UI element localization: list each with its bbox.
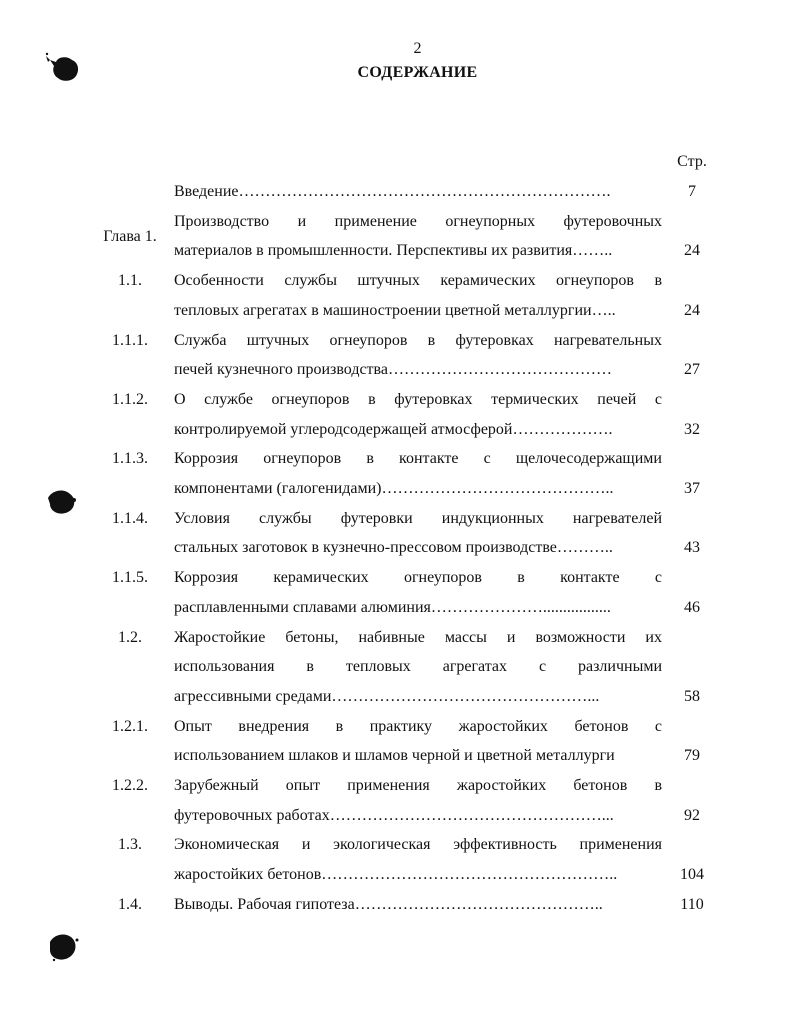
toc-entry-text-line: Зарубежный опыт применения жаростойких бетонов в xyxy=(174,777,662,794)
toc-entry-text-line: Выводы. Рабочая гипотеза……………………………………….. xyxy=(174,895,603,913)
toc-entry xyxy=(0,450,795,509)
toc-entry-page: 46 xyxy=(684,598,700,616)
toc-entry-text-line: использованием шлаков и шламов черной и цветной металлурги xyxy=(174,747,615,765)
toc-entry-page: 24 xyxy=(684,301,700,319)
toc-entry-text-line: Особенности службы штучных керамических огнеупоров в xyxy=(174,272,662,290)
toc-entry xyxy=(0,391,795,450)
punch-hole-blot-icon xyxy=(44,486,80,516)
toc-entry-text-line: Коррозия огнеупоров в контакте с щелочесодержащими xyxy=(174,450,662,468)
toc-entry-text-line: стальных заготовок в кузнечно-прессовом производстве……….. xyxy=(174,539,613,557)
toc-entry-number: 1.2.2. xyxy=(112,777,148,794)
toc-entry-text-line: компонентами (галогенидами)…………………………………….. xyxy=(174,479,614,497)
toc-entry-page: 58 xyxy=(684,687,700,705)
toc-entry-page: 92 xyxy=(684,806,700,824)
toc-entry-number: 1.1.2. xyxy=(112,391,148,408)
toc-entry-page: 37 xyxy=(684,479,700,497)
toc-entry-text-line: футеровочных работах……………………………………………... xyxy=(174,806,614,824)
toc-entry-text-line: тепловых агрегатах в машиностроении цветной металлургии….. xyxy=(174,301,616,319)
toc-entry-page: 7 xyxy=(688,183,696,200)
page-title: СОДЕРЖАНИЕ xyxy=(357,64,478,81)
toc-entry-number: 1.1.5. xyxy=(112,569,148,587)
toc-entry-page: 104 xyxy=(680,865,704,883)
toc-entry-text-line: О службе огнеупоров в футеровках термических печей с xyxy=(174,391,662,408)
toc-entry xyxy=(0,569,795,628)
punch-hole-blot-icon xyxy=(44,50,84,86)
toc-entry-text-line: Производство и применение огнеупорных футеровочных xyxy=(174,212,662,230)
toc-entry xyxy=(0,213,795,272)
toc-entry xyxy=(0,777,795,836)
toc-entry-number: 1.4. xyxy=(118,895,142,913)
toc-entry-text-line: агрессивными средами…………………………………………... xyxy=(174,687,600,705)
toc-entry-number: 1.1. xyxy=(118,272,142,290)
toc-entry-text-line: материалов в промышленности. Перспективы их развития…….. xyxy=(174,242,613,260)
toc-entry xyxy=(0,332,795,391)
toc-entry xyxy=(0,836,795,895)
toc-entry-number: Глава 1. xyxy=(103,227,157,245)
toc-entry-page: 32 xyxy=(684,420,700,438)
toc-entry-text-line: Служба штучных огнеупоров в футеровках нагревательных xyxy=(174,331,662,349)
toc-entry-page: 79 xyxy=(684,747,700,765)
toc-entry-page: 43 xyxy=(684,539,700,557)
toc-entry xyxy=(0,183,795,213)
toc-entry-text-line: Экономическая и экологическая эффективность применения xyxy=(174,836,662,854)
toc-entry-text-line: Введение……………………………………………………………. xyxy=(174,183,611,200)
toc-entry-number: 1.2.1. xyxy=(112,717,148,735)
toc-entry-text-line: контролируемой углеродсодержащей атмосферой………………. xyxy=(174,420,613,438)
page-number: 2 xyxy=(413,40,422,57)
toc-entry-number: 1.1.1. xyxy=(112,331,148,349)
toc-entry-text-line: печей кузнечного производства…………………………………… xyxy=(174,361,612,379)
toc-entry-page: 24 xyxy=(684,242,700,260)
toc-entry-text-line: жаростойких бетонов……………………………………………….. xyxy=(174,865,618,883)
toc-entry xyxy=(0,896,795,926)
toc-entry-number: 1.1.3. xyxy=(112,450,148,468)
toc-entry-text-line: Опыт внедрения в практику жаростойких бетонов с xyxy=(174,717,662,735)
toc-entry xyxy=(0,718,795,777)
toc-entry xyxy=(0,272,795,331)
toc-entry xyxy=(0,510,795,569)
page-column-header: Стр. xyxy=(677,153,707,170)
toc-entry-number: 1.2. xyxy=(118,628,142,646)
punch-hole-blot-icon xyxy=(44,930,82,964)
toc-entry-number: 1.1.4. xyxy=(112,509,148,527)
toc-entry-text-line: использования в тепловых агрегатах с различными xyxy=(174,658,662,676)
toc-entry-text-line: Коррозия керамических огнеупоров в контакте с xyxy=(174,569,662,587)
toc-entry-page: 110 xyxy=(680,895,704,913)
toc-entry-number: 1.3. xyxy=(118,836,142,854)
toc-entry-text-line: Жаростойкие бетоны, набивные массы и возможности их xyxy=(174,628,662,646)
toc-entry xyxy=(0,629,795,718)
toc-entry-page: 27 xyxy=(684,361,700,379)
toc-entry-text-line: Условия службы футеровки индукционных нагревателей xyxy=(174,509,662,527)
toc-entry-text-line: расплавленными сплавами алюминия…………………................. xyxy=(174,598,611,616)
